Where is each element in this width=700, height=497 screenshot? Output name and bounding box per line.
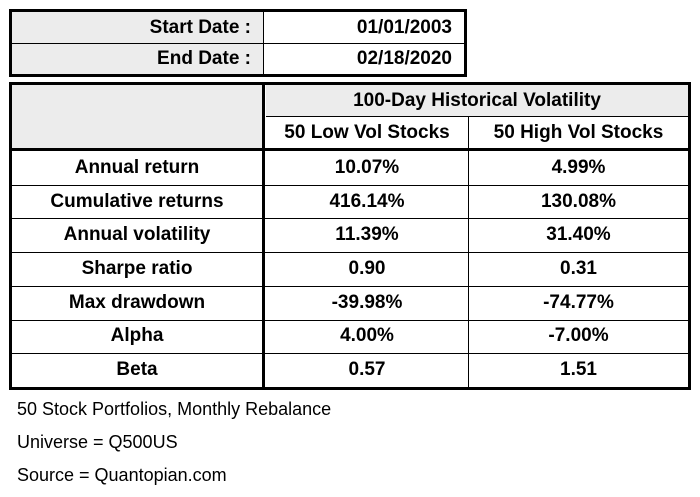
row-value-high-vol: 130.08%: [540, 190, 616, 212]
row-value-low-vol: -39.98%: [331, 291, 403, 313]
row-value-high-vol: -74.77%: [543, 291, 614, 313]
row-metric-label: Sharpe ratio: [81, 257, 193, 279]
group-header: 100-Day Historical Volatility: [353, 89, 601, 111]
row-metric-label: Annual volatility: [63, 224, 211, 246]
row-value-high-vol: 0.31: [560, 257, 597, 279]
row-value-high-vol: -7.00%: [548, 325, 609, 347]
row-metric-label: Annual return: [74, 156, 200, 178]
row-metric-label: Alpha: [110, 325, 164, 347]
row-metric-label: Beta: [116, 359, 158, 381]
row-value-low-vol: 0.90: [348, 257, 386, 279]
row-value-low-vol: 10.07%: [334, 156, 400, 178]
start-date-value: 01/01/2003: [356, 16, 452, 38]
note-universe: Universe = Q500US: [17, 432, 178, 452]
row-value-high-vol: 1.51: [560, 359, 597, 381]
note-source: Source = Quantopian.com: [17, 465, 227, 485]
row-metric-label: Cumulative returns: [50, 190, 224, 212]
column-header-high-vol: 50 High Vol Stocks: [493, 121, 664, 143]
header-empty-cell: [12, 85, 264, 148]
row-value-low-vol: 0.57: [348, 359, 386, 381]
row-value-high-vol: 31.40%: [546, 224, 611, 246]
metric-column-divider: [262, 85, 265, 387]
start-date-label: Start Date :: [12, 12, 264, 43]
row-value-low-vol: 11.39%: [335, 224, 399, 246]
end-date-value: 02/18/2020: [356, 48, 452, 69]
end-date-label: End Date :: [12, 44, 264, 74]
row-value-low-vol: 416.14%: [329, 190, 405, 212]
row-metric-label: Max drawdown: [68, 291, 206, 313]
row-value-high-vol: 4.99%: [551, 156, 606, 178]
note-portfolios: 50 Stock Portfolios, Monthly Rebalance: [17, 399, 332, 419]
row-value-low-vol: 4.00%: [340, 325, 394, 347]
column-header-low-vol: 50 Low Vol Stocks: [284, 121, 450, 143]
